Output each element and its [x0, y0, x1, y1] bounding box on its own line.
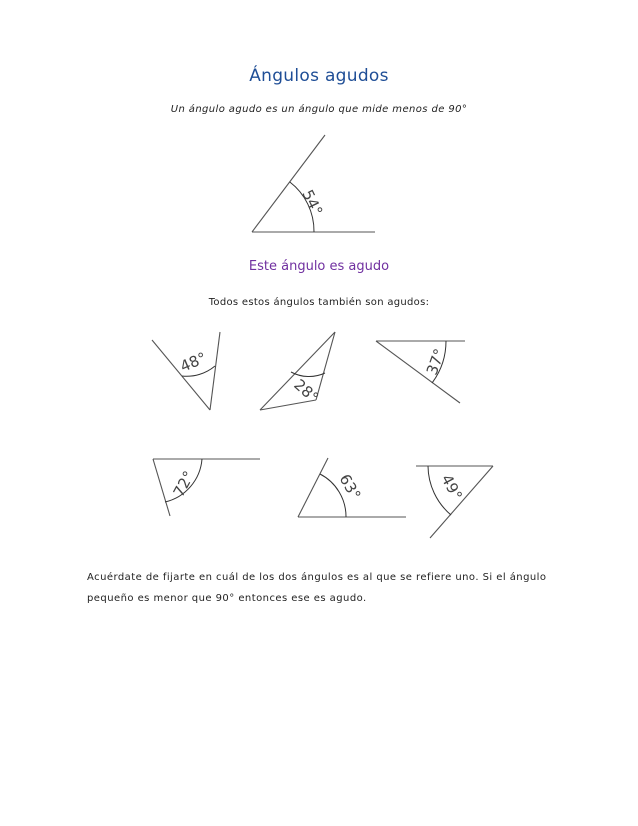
angle-37	[376, 341, 465, 403]
main-angle	[252, 135, 375, 232]
intro-text: Todos estos ángulos también son agudos:	[208, 297, 430, 308]
angle-28	[260, 332, 335, 410]
main-angle-label: 54°	[298, 186, 327, 219]
angle-label-49: 49°	[437, 471, 466, 504]
caption: Este ángulo es agudo	[248, 259, 390, 274]
angle-label-72: 72°	[169, 467, 199, 500]
note-paragraph: Acuérdate de fijarte en cuál de los dos ángulos es al que se refiere uno. Si el ángulo pequeño es menor que 90° entonces ese es agudo.	[87, 572, 547, 604]
angle-49	[416, 466, 493, 538]
page-title: Ángulos agudos	[249, 66, 389, 86]
angle-63	[298, 458, 406, 517]
angle-72	[153, 459, 260, 516]
angle-label-63: 63°	[335, 471, 365, 504]
angle-label-48: 48°	[177, 348, 210, 376]
definition-text: Un ángulo agudo es un ángulo que mide menos de 90°	[170, 104, 468, 115]
angle-label-28: 28°	[290, 375, 323, 407]
angle-48	[152, 332, 220, 410]
angle-label-37: 37°	[422, 346, 449, 378]
